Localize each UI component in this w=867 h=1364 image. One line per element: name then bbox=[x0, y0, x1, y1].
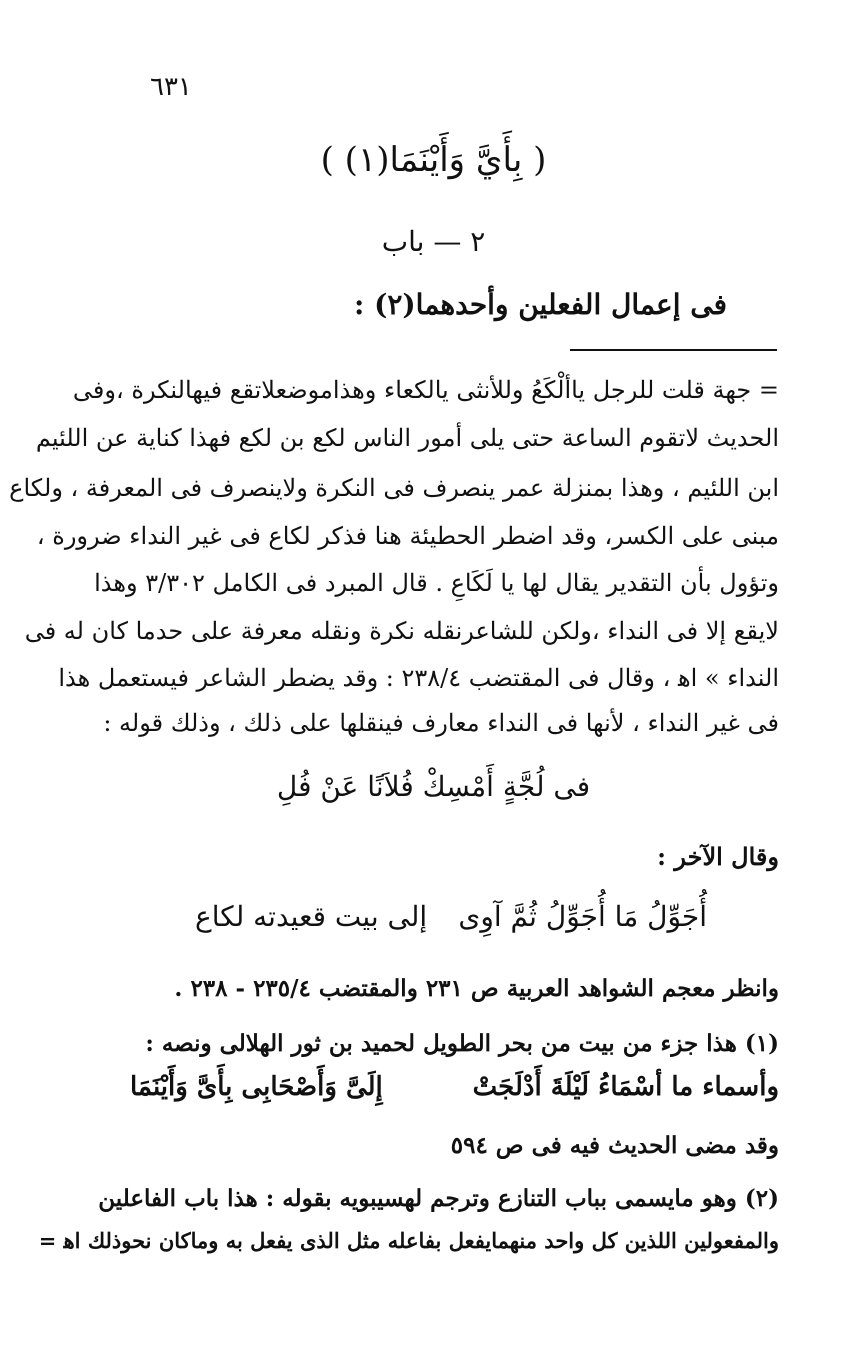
body-line: الحديث لاتقوم الساعة حتى يلى أمور الناس لكع بن لكع فهذا كناية عن اللئيم bbox=[35, 424, 779, 452]
body-line: مبنى على الكسر، وقد اضطر الحطيئة هنا فذكر لكاع فى غير النداء ضرورة ، bbox=[36, 522, 779, 550]
footnote-1-note: وقد مضى الحديث فيه فى ص ٥٩٤ bbox=[450, 1132, 779, 1159]
verse-line: فى لُجَّةٍ أَمْسِكْ فُلاَنًا عَنْ فُلِ bbox=[276, 770, 591, 803]
section-title: فى إعمال الفعلين وأحدهما(٢) : bbox=[354, 288, 727, 321]
body-line: فى غير النداء ، لأنها فى النداء معارف فينقلها على ذلك ، وذلك قوله : bbox=[103, 709, 779, 737]
footnote-verse-second: إِلَىَّ وَأَصْحَابِى بِأَىَّ وَأَيْنَمَا bbox=[130, 1072, 383, 1102]
page-number: ٦٣١ bbox=[150, 72, 192, 102]
body-line: = جهة قلت للرجل ياألْكَعُ وللأنثى يالكعاء وهذاموضعلاتقع فيهالنكرة ،وفى bbox=[72, 376, 779, 404]
chapter-heading: ٢ — باب bbox=[381, 225, 486, 258]
footnote-divider bbox=[570, 349, 777, 351]
footnote-1: (١) هذا جزء من بيت من بحر الطويل لحميد بن ثور الهلالى ونصه : bbox=[145, 1030, 779, 1057]
body-line: النداء » اﻫ ، وقال فى المقتضب ٢٣٨/٤ : وقد يضطر الشاعر فيستعمل هذا bbox=[58, 664, 779, 692]
verse-second-hemistich: إلى بيت قعيدته لكاع bbox=[195, 900, 428, 933]
body-line: وتؤول بأن التقدير يقال لها يا لَكَاعِ . قال المبرد فى الكامل ٣/٣٠٢ وهذا bbox=[94, 569, 779, 597]
footnote-verse-first: وأسماء ما أسْمَاءُ لَيْلَةَ أَدْلَجَتْ bbox=[472, 1072, 779, 1102]
reference-line: وانظر معجم الشواهد العربية ص ٢٣١ والمقتضب ٢٣٥/٤ - ٢٣٨ . bbox=[174, 975, 779, 1002]
verse-heading: ( بِأَيَّ وَأَيْنَمَا(١) ) bbox=[320, 140, 547, 180]
verse-first-hemistich: أُجَوِّلُ مَا أُجَوِّلُ ثُمَّ آوِى bbox=[458, 900, 707, 933]
body-line: ابن اللئيم ، وهذا بمنزلة عمر ينصرف فى النكرة ولاينصرف فى المعرفة ، ولكاع bbox=[9, 474, 779, 502]
footnote-2: (٢) وهو مايسمى بباب التنازع وترجم لهسيبويه بقوله : هذا باب الفاعلين bbox=[98, 1185, 779, 1212]
verse-intro: وقال الآخر : bbox=[657, 842, 779, 871]
footnote-2-line-2: والمفعولين اللذين كل واحد منهمايفعل بفاعله مثل الذى يفعل به وماكان نحوذلك اﻫ = bbox=[38, 1228, 779, 1253]
body-line: لايقع إلا فى النداء ،ولكن للشاعرنقله نكرة ونقله معرفة على حدما كان له فى bbox=[24, 617, 779, 645]
